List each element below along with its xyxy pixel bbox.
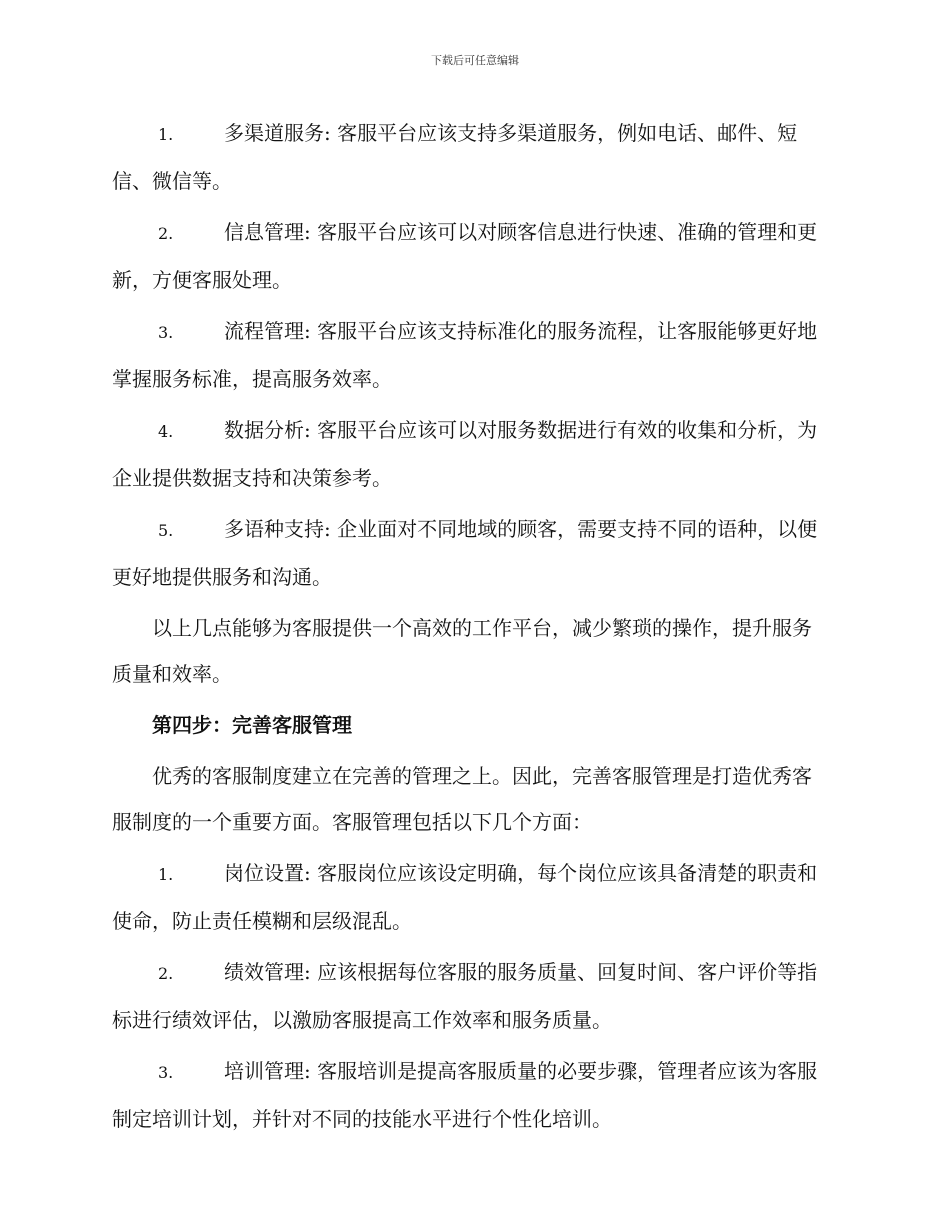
page-header: 下载后可任意编辑 [431,54,519,67]
list-item [112,1048,830,1142]
list-item-number: 2. [158,964,174,983]
list-item-text: 多语种支持: 企业面对不同地域的顾客，需要支持不同的语种，以便更好地提供服务和沟通。 [112,517,818,589]
list-item-number: 3. [158,1063,174,1082]
list-item [112,308,830,402]
list-item-text: 绩效管理: 应该根据每位客服的服务质量、回复时间、客户评价等指标进行绩效评估，以激励客服提高工作效率和服务质量。 [112,960,818,1032]
list-item [112,850,830,944]
list-item-text: 信息管理: 客服平台应该可以对顾客信息进行快速、准确的管理和更新，方便客服处理。 [112,220,818,292]
list-item-number: 5. [158,521,174,540]
section-heading: 第四步：完善客服管理 [152,713,352,737]
list-item-text: 流程管理: 客服平台应该支持标准化的服务流程，让客服能够更好地掌握服务标准，提高服务效率。 [112,319,818,391]
list-item [112,506,830,600]
list-item-text: 岗位设置: 客服岗位应该设定明确，每个岗位应该具备清楚的职责和使命，防止责任模糊和层级混乱。 [112,861,818,933]
list-item-text: 数据分析: 客服平台应该可以对服务数据进行有效的收集和分析，为企业提供数据支持和决策参考。 [112,418,818,490]
summary-paragraph: 以上几点能够为客服提供一个高效的工作平台，减少繁琐的操作，提升服务质量和效率。 [112,616,812,686]
list-item-number: 1. [158,865,174,884]
list-item-text: 培训管理: 客服培训是提高客服质量的必要步骤，管理者应该为客服制定培训计划，并针对不同的技能水平进行个性化培训。 [112,1059,818,1131]
intro-paragraph: 优秀的客服制度建立在完善的管理之上。因此，完善客服管理是打造优秀客服制度的一个重要方面。客服管理包括以下几个方面： [112,764,812,834]
list-item-number: 4. [158,422,174,441]
list-item-number: 3. [158,323,174,342]
list-item [112,209,830,303]
list-item-number: 1. [158,125,174,144]
list-item [112,949,830,1043]
list-item-text: 多渠道服务: 客服平台应该支持多渠道服务，例如电话、邮件、短信、微信等。 [112,121,798,193]
document-body [112,110,830,1147]
list-item-number: 2. [158,224,174,243]
list-item [112,110,830,204]
list-item [112,407,830,501]
